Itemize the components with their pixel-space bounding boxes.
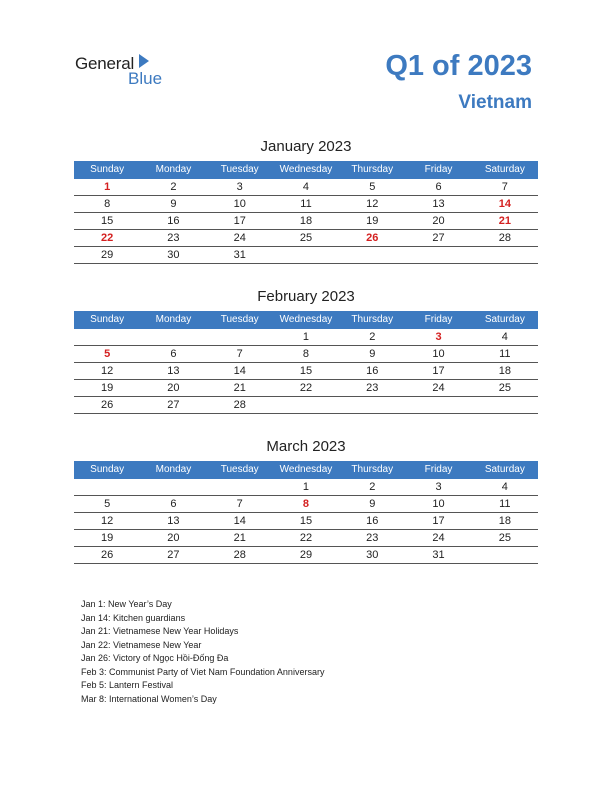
date-cell: 25 xyxy=(498,532,511,544)
date-cell: 2 xyxy=(369,331,376,343)
date-cell: 21 xyxy=(233,532,246,544)
date-cell: 24 xyxy=(432,532,445,544)
date-cell: 16 xyxy=(366,515,379,527)
holiday-note: Jan 22: Vietnamese New Year xyxy=(81,639,202,650)
empty-date-cell xyxy=(140,479,206,495)
date-cell: 6 xyxy=(170,348,177,360)
empty-date-cell xyxy=(472,247,538,263)
weekday-header: Thursday xyxy=(351,164,394,175)
week-row xyxy=(74,247,538,264)
date-cell: 18 xyxy=(498,515,511,527)
holiday-date-cell: 22 xyxy=(101,232,114,244)
date-cell: 14 xyxy=(233,365,246,377)
date-cell: 9 xyxy=(369,498,376,510)
weekday-header: Friday xyxy=(424,164,453,175)
empty-date-cell xyxy=(339,397,405,413)
date-cell: 19 xyxy=(101,532,114,544)
date-cell: 13 xyxy=(167,515,180,527)
holiday-note: Jan 1: New Year’s Day xyxy=(81,599,172,609)
date-cell: 23 xyxy=(366,382,379,394)
date-cell: 30 xyxy=(167,249,180,261)
date-cell: 28 xyxy=(233,549,246,561)
date-cell: 7 xyxy=(236,348,243,360)
holiday-date-cell: 5 xyxy=(104,348,111,360)
weekday-header: Sunday xyxy=(90,164,125,175)
holiday-date-cell: 21 xyxy=(498,215,511,227)
weekday-header: Saturday xyxy=(484,464,525,475)
weekday-header: Tuesday xyxy=(220,464,259,475)
empty-date-cell xyxy=(207,329,273,345)
holiday-note: Feb 5: Lantern Festival xyxy=(81,680,174,690)
holiday-note: Mar 8: International Women’s Day xyxy=(81,693,217,704)
date-cell: 8 xyxy=(104,198,111,210)
holiday-note: Jan 14: Kitchen guardians xyxy=(81,612,186,623)
holiday-note: Jan 26: Victory of Ngọc Hồi-Đống Đa xyxy=(81,653,229,663)
page-title: Q1 of 2023 xyxy=(385,50,532,82)
date-cell: 9 xyxy=(369,348,376,360)
weekday-header: Monday xyxy=(155,164,192,175)
date-cell: 2 xyxy=(369,481,376,493)
weekday-header: Tuesday xyxy=(220,314,259,325)
date-cell: 26 xyxy=(101,549,114,561)
holiday-date-cell: 26 xyxy=(366,232,379,244)
date-cell: 31 xyxy=(233,249,246,261)
date-cell: 4 xyxy=(501,481,508,493)
date-cell: 19 xyxy=(366,215,379,227)
weekday-header-row xyxy=(74,311,538,329)
weekday-header: Friday xyxy=(424,464,453,475)
holiday-date-cell: 14 xyxy=(498,198,511,210)
empty-date-cell xyxy=(405,247,471,263)
date-cell: 24 xyxy=(432,382,445,394)
weekday-header: Wednesday xyxy=(279,464,333,475)
date-cell: 13 xyxy=(432,198,445,210)
date-cell: 16 xyxy=(167,215,180,227)
date-cell: 4 xyxy=(501,331,508,343)
date-cell: 3 xyxy=(236,181,243,193)
date-cell: 25 xyxy=(299,232,313,244)
logo-general-text: General xyxy=(75,54,135,73)
weekday-header: Thursday xyxy=(351,464,394,475)
weekday-header: Wednesday xyxy=(279,164,333,175)
date-cell: 19 xyxy=(101,382,114,394)
date-cell: 26 xyxy=(101,399,114,411)
date-cell: 12 xyxy=(366,198,379,210)
month-calendar-february xyxy=(74,287,538,414)
date-cell: 15 xyxy=(101,215,114,227)
date-cell: 10 xyxy=(432,498,445,510)
date-cell: 10 xyxy=(233,198,246,210)
date-cell: 7 xyxy=(236,498,243,510)
weekday-header: Monday xyxy=(155,464,192,475)
week-row xyxy=(74,196,538,213)
date-cell: 20 xyxy=(167,382,180,394)
logo-blue-text: Blue xyxy=(128,69,163,88)
date-cell: 17 xyxy=(233,215,246,227)
date-cell: 16 xyxy=(366,365,379,377)
weekday-header: Saturday xyxy=(484,314,525,325)
date-cell: 1 xyxy=(302,331,310,343)
date-cell: 4 xyxy=(302,181,310,193)
holiday-date-cell: 3 xyxy=(435,331,442,343)
date-cell: 15 xyxy=(299,365,313,377)
date-cell: 24 xyxy=(233,232,246,244)
weekday-header: Sunday xyxy=(90,314,125,325)
date-cell: 9 xyxy=(170,198,177,210)
week-row xyxy=(74,230,538,247)
month-calendar-march xyxy=(74,437,538,564)
weekday-header: Tuesday xyxy=(220,164,259,175)
month-calendar-january xyxy=(74,137,538,264)
date-cell: 12 xyxy=(101,515,114,527)
weekday-header: Thursday xyxy=(351,314,394,325)
weekday-header: Monday xyxy=(155,314,192,325)
date-cell: 13 xyxy=(167,365,180,377)
empty-date-cell xyxy=(339,247,405,263)
country-name: Vietnam xyxy=(458,92,532,113)
date-cell: 5 xyxy=(104,498,111,510)
date-cell: 6 xyxy=(435,181,442,193)
date-cell: 31 xyxy=(432,549,445,561)
date-cell: 30 xyxy=(366,549,379,561)
week-row xyxy=(74,513,538,530)
weekday-header-row xyxy=(74,161,538,179)
date-cell: 8 xyxy=(302,348,310,360)
date-cell: 17 xyxy=(432,365,445,377)
week-row xyxy=(74,380,538,397)
date-cell: 20 xyxy=(432,215,445,227)
month-title: February 2023 xyxy=(257,288,355,305)
weekday-header: Wednesday xyxy=(279,314,333,325)
date-cell: 28 xyxy=(498,232,511,244)
date-cell: 15 xyxy=(299,515,313,527)
holiday-date-cell: 8 xyxy=(302,498,310,510)
date-cell: 10 xyxy=(432,348,445,360)
date-cell: 25 xyxy=(498,382,511,394)
empty-date-cell xyxy=(472,397,538,413)
date-cell: 18 xyxy=(498,365,511,377)
date-cell: 23 xyxy=(366,532,379,544)
empty-date-cell xyxy=(74,479,140,495)
date-cell: 17 xyxy=(432,515,445,527)
date-cell: 2 xyxy=(170,181,177,193)
date-cell: 22 xyxy=(299,532,313,544)
week-row xyxy=(74,346,538,363)
holiday-date-cell: 1 xyxy=(104,181,111,193)
date-cell: 29 xyxy=(299,549,313,561)
date-cell: 23 xyxy=(167,232,180,244)
week-row xyxy=(74,213,538,230)
weekday-header: Sunday xyxy=(90,464,125,475)
empty-date-cell xyxy=(273,397,339,413)
date-cell: 27 xyxy=(167,549,180,561)
date-cell: 20 xyxy=(167,532,180,544)
date-cell: 11 xyxy=(300,198,312,210)
date-cell: 1 xyxy=(302,481,310,493)
week-row xyxy=(74,496,538,513)
empty-date-cell xyxy=(207,479,273,495)
date-cell: 5 xyxy=(369,181,376,193)
weekday-header: Friday xyxy=(424,314,453,325)
week-row xyxy=(74,530,538,547)
date-cell: 21 xyxy=(233,382,246,394)
empty-date-cell xyxy=(472,547,538,563)
week-row xyxy=(74,547,538,564)
date-cell: 22 xyxy=(299,382,313,394)
week-row xyxy=(74,329,538,346)
logo-flag-icon xyxy=(139,54,149,68)
date-cell: 12 xyxy=(101,365,114,377)
empty-date-cell xyxy=(74,329,140,345)
empty-date-cell xyxy=(273,247,339,263)
week-row xyxy=(74,397,538,414)
empty-date-cell xyxy=(140,329,206,345)
week-row xyxy=(74,479,538,496)
empty-date-cell xyxy=(405,397,471,413)
date-cell: 7 xyxy=(501,181,508,193)
week-row xyxy=(74,179,538,196)
month-title: January 2023 xyxy=(260,138,352,155)
date-cell: 3 xyxy=(435,481,442,493)
date-cell: 28 xyxy=(233,399,246,411)
holiday-note: Feb 3: Communist Party of Viet Nam Foundation Anniversary xyxy=(81,666,325,677)
logo xyxy=(75,52,185,92)
month-title: March 2023 xyxy=(266,438,346,455)
date-cell: 11 xyxy=(499,348,511,360)
date-cell: 11 xyxy=(499,498,511,510)
date-cell: 27 xyxy=(167,399,180,411)
holiday-notes xyxy=(81,598,324,706)
date-cell: 6 xyxy=(170,498,177,510)
holiday-note: Jan 21: Vietnamese New Year Holidays xyxy=(81,626,239,636)
date-cell: 18 xyxy=(299,215,313,227)
date-cell: 29 xyxy=(101,249,114,261)
weekday-header: Saturday xyxy=(484,164,525,175)
date-cell: 27 xyxy=(432,232,445,244)
weekday-header-row xyxy=(74,461,538,479)
week-row xyxy=(74,363,538,380)
date-cell: 14 xyxy=(233,515,246,527)
